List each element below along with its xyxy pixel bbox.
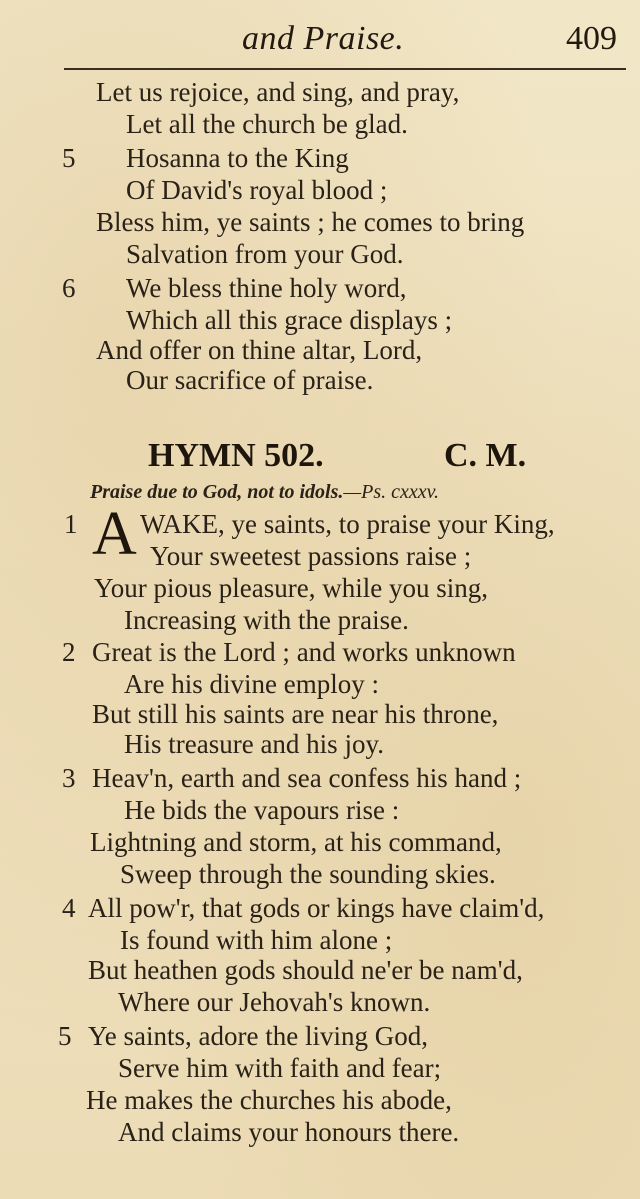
page-header [0,18,640,64]
verse-text: Ye saints, adore the living God, [88,1021,428,1051]
verse-text: He makes the churches his abode, [86,1085,452,1115]
verse-text: Your pious pleasure, while you sing, [94,573,488,603]
stanza-number: 2 [62,637,76,667]
verse-text: Let all the church be glad. [126,109,408,139]
verse-text: WAKE, ye saints, to praise your King, [140,509,555,539]
verse-line [0,540,640,572]
stanza-number: 5 [62,143,76,173]
hymn-subtitle [90,479,439,505]
verse-line [0,604,640,636]
verse-line [0,1116,640,1148]
verse-text: And offer on thine altar, Lord, [96,335,423,365]
verse-line [0,954,640,986]
verse-text: Our sacrifice of praise. [126,365,374,395]
verse-line [0,206,640,238]
hymn-title: HYMN 502. [148,437,324,474]
verse-line [0,1084,640,1116]
page-number: 409 [566,20,617,57]
verse-line [0,636,640,668]
verse-line [0,174,640,206]
verse-text: We bless thine holy word, [126,273,407,303]
verse-text: Your sweetest passions raise ; [150,541,472,571]
verse-text: And claims your honours there. [118,1117,460,1147]
verse-line [0,364,640,396]
verse-line [0,76,640,108]
verse-line [0,304,640,336]
verse-text: Of David's royal blood ; [126,175,388,205]
verse-line [0,1020,640,1052]
hymn-heading [0,436,640,476]
stanza-number: 5 [58,1021,72,1051]
stanza-number: 1 [64,509,78,539]
hymn-meter: C. M. [444,437,527,474]
verse-text: His treasure and his joy. [124,729,384,759]
verse-line [0,858,640,890]
verse-text: Heav'n, earth and sea confess his hand ; [92,763,522,793]
verse-line [0,108,640,140]
verse-line [0,794,640,826]
verse-line [0,892,640,924]
verse-line [0,1052,640,1084]
verse-line [0,728,640,760]
stanza-number: 6 [62,273,76,303]
stanza-number: 4 [62,893,76,923]
verse-line [0,572,640,604]
verse-text: But heathen gods should ne'er be nam'd, [88,955,523,985]
verse-text: Great is the Lord ; and works unknown [92,637,516,667]
header-rule [64,68,626,70]
verse-text: But still his saints are near his throne, [92,699,499,729]
verse-text: Let us rejoice, and sing, and pray, [96,77,460,107]
verse-text: Increasing with the praise. [124,605,409,635]
verse-text: Which all this grace displays ; [126,305,453,335]
verse-text: Is found with him alone ; [120,925,393,955]
running-title: and Praise. [242,20,405,57]
verse-line [0,924,640,956]
verse-text: He bids the vapours rise : [124,795,400,825]
verse-text: Are his divine employ : [124,669,379,699]
verse-line [0,668,640,700]
verse-line [0,986,640,1018]
verse-line [0,238,640,270]
verse-text: All pow'r, that gods or kings have claim'd, [88,893,545,923]
verse-text: Lightning and storm, at his command, [90,827,502,857]
verse-text: Hosanna to the King [126,143,349,173]
verse-text: Serve him with faith and fear; [118,1053,442,1083]
stanza-number: 3 [62,763,76,793]
verse-line [0,142,640,174]
verse-text: Where our Jehovah's known. [118,987,431,1017]
verse-text: Salvation from your God. [126,239,404,269]
verse-line [0,272,640,304]
hymn-subtitle-main: Praise due to God, not to idols. [90,481,344,503]
hymn-subtitle-reference: —Ps. cxxxv. [343,481,440,503]
verse-line [0,762,640,794]
verse-line [0,826,640,858]
verse-text: Sweep through the sounding skies. [120,859,496,889]
verse-line [0,698,640,730]
verse-line [0,334,640,366]
verse-text: Bless him, ye saints ; he comes to bring [96,207,525,237]
drop-cap: A [92,500,137,568]
